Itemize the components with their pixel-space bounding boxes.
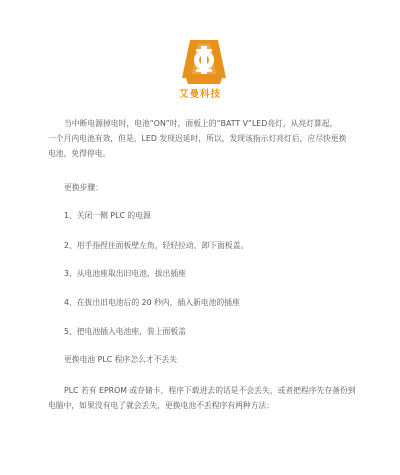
step-item-5: 5、把电池插入电池座，装上面板盖: [64, 327, 186, 336]
section-subtitle: 更换电池 PLC 程序怎么才不丢失: [64, 355, 178, 364]
intro-line: 电池，免得停电。: [48, 149, 111, 158]
intro-paragraph: [48, 116, 358, 161]
outro-line: PLC 若有 EPROM 或存储卡，程序下载进去的话是不会丢失，或者把程序先存备份到: [64, 386, 356, 395]
outro-paragraph: [48, 383, 358, 413]
outro-line: 电脑中，如果没有电了就会丢失，更换电池不丢程序有两种方法：: [48, 401, 275, 410]
step-item-3: 3、从电池座取出旧电池，拔出插座: [64, 269, 186, 278]
step-item-4: 4、在拔出旧电池后的 20 秒内，插入新电池的插座: [64, 298, 240, 307]
intro-line: 一个月内电池有效，但是，LED 发现迟延时，所以，发现该指示灯亮灯后，应尽快更换: [48, 134, 347, 143]
step-item-2: 2、用手指捏住面板壁左角，轻轻拉动，卸下面板盖。: [64, 241, 249, 250]
steps-title: 更换步骤：: [64, 183, 103, 192]
intro-line: 当中断电源掉电时，电池“ON”时，面板上的“BATT V”LED亮灯，从亮灯算起，: [64, 119, 338, 128]
step-item-1: 1、关闭一侧 PLC 的电源: [64, 211, 151, 220]
logo-text: 艾曼科技: [178, 89, 221, 100]
